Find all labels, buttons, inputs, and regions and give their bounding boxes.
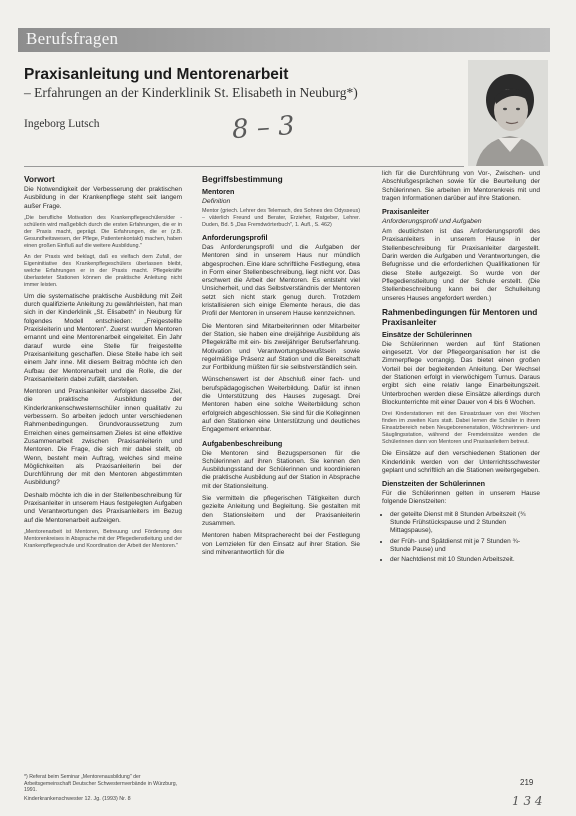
paragraph: Sie vermitteln die pflegerischen Tätigkeiten durch gezielte Anleitung und Begleitung. Sie gestalten mit den Stationsleitern und der Praxisanleiterin zusammen.: [202, 495, 360, 527]
heading-praxisanleiter: Praxisanleiter: [382, 207, 430, 217]
page-number: 219: [520, 778, 534, 787]
paragraph: Die Schülerinnen werden auf fünf Stationen eingesetzt. Vor der Pflegeorganisation her ist die Zimmerpflege vorrangig. Das bietet einen großen Vorteil bei der begleitenden Anleitung. Der Wechsel der Stationen erfolgt in vierwöchigem Turnus. Daraus ergibt sich eine relativ lange Einarbeitungszeit. Unterbrochen werden diese Einsätze allerdings durch Blockunterrichte mit einer Dauer von 4 bis 6 Wochen.: [382, 340, 540, 406]
journal-citation: Kinderkrankenschwester 12. Jg. (1993) Nr. 8: [24, 796, 131, 802]
paragraph: Am deutlichsten ist das Anforderungsprofil des Praxisanleiters in unserem Hause in der Stellenbeschreibung für Praxisanleiter dargestellt. Darin werden die Aufgaben und Verantwortungen, die Befugnisse und die erforderlichen Qualifikationen für diese Stelle aufgezeigt. So wurde von der Pflegedienstleitung und der Schule erstellt. (Die Stellenbeschreibung kann bei der Schulleitung unseres Hauses angefordert werden.): [382, 228, 540, 302]
header-divider: [24, 166, 464, 167]
paragraph: An der Praxis wird beklagt, daß es vielfach dem Zufall, der Eigeninitiative des Krankenpflegeschülers überlassen bleibt, welche Erfahrungen er in der Praxis macht. Pflegekräfte überlasteter Stationen können die praktische Anleitung nicht immer leisten.: [24, 253, 182, 288]
footnote: *) Referat beim Seminar „Mentorenausbildung" der Arbeitsgemeinschaft Deutscher Schwesternverbände in Würzburg, 1991.: [24, 774, 178, 793]
column-3: [382, 170, 540, 568]
quote-paragraph: „Mentorenarbeit ist Mentoren, Betreuung und Förderung des Mentorenkreises in Absprache mit der Pflegedienstleitung und der Krankenpflegeschule und Koordination der Arbeit der Mentoren.": [24, 528, 182, 549]
section-banner: [18, 28, 550, 52]
article-author: Ingeborg Lutsch: [24, 118, 100, 130]
heading-aufgabenbeschreibung: Aufgabenbeschreibung: [202, 438, 283, 448]
paragraph: lich für die Durchführung von Vor-, Zwischen- und Abschlußgesprächen sowie für die Beurteilung der Schülerinnen. Sie arbeiten im Mentorenkreis mit und tragen Informationen darüber auf ihre Stationen.: [382, 170, 540, 202]
portrait-image: [468, 60, 548, 166]
quote-paragraph: „Die berufliche Motivation des Krankenpflegeschülers/der -schülerin wird maßgeblich durch die ersten Erfahrungen, die er in der Praxis macht, geprägt. Die Erfahrungen, die er (z.B. Gesundheitswesen, der Pflege, Patientenkontakt) machen, haben einen großen Einfluß auf die weitere Ausbildung.": [24, 214, 182, 249]
paragraph: Für die Schülerinnen gelten in unserem Hause folgende Dienstzeiten:: [382, 490, 540, 506]
paragraph: Die Mentoren sind Mitarbeiterinnen oder Mitarbeiter der Station, sie haben eine dreijährige Ausbildung als Pflegekräfte mit ein- bis zweijähriger Berufserfahrung. Motivation und Verantwortungsbewußtsein sowie regelmäßige Präsenz auf Station und die Bereitschaft zur Fortbildung müßten für sie selbstverständlich sein.: [202, 322, 360, 372]
list-item: • der Nachtdienst mit 10 Stunden Arbeitszeit.: [390, 556, 540, 564]
heading-rahmenbedingungen: Rahmenbedingungen für Mentoren und Praxisanleiter: [382, 306, 538, 327]
author-photo: [468, 60, 548, 166]
heading-anforderungsprofil: Anforderungsprofil: [202, 233, 268, 242]
paragraph: Das Anforderungsprofil und die Aufgaben der Mentoren sind in unserem Haus nur mündlich abgesprochen. Eine klare schriftliche Festlegung, etwa in Form einer Stellenbeschreibung, liegt nicht vor. Das erschwert die Arbeit der Mentoren. Es entsteht viel Unsicherheit, und das Selbstverständnis der Mentoren setzt sich nicht stark genug durch. Trotzdem kristallisieren sich einige Elemente heraus, die das Profil der Mentoren in unserem Hause kennzeichnen.: [202, 244, 360, 318]
heading-mentoren: Mentoren: [202, 187, 235, 196]
paragraph: Die Einsätze auf den verschiedenen Stationen der Kinderklinik werden von der Unterrichtsschwester geplant und schriftlich an die Stationen weitergegeben.: [382, 450, 540, 474]
paragraph: Um die systematische praktische Ausbildung mit Zeit durch qualifizierte Anleitung zu gewährleisten, hat man sich in der Kinderklinik „St. Elisabeth" in Neuburg für folgendes Modell entschieden: „Freigestellte Praxisleiterin und Mentoren". Zuerst wurden Mentoren ernannt und eine Mentorenarbeit eingeleitet. Ein Jahr darauf wurde eine Stelle für freigestellte Praxisanleitung geschaffen. Diese Stelle habe ich seit einem Jahr inne. Mit diesem Beitrag möchte ich den Aufbau der Mentorenarbeit und die Rolle, die der Praxisanleiterin dabei zufällt, darstellen.: [24, 292, 182, 383]
section-label: Berufsfragen: [26, 29, 119, 48]
heading-vorwort: Vorwort: [24, 174, 55, 184]
article-title: Praxisanleitung und Mentorenarbeit: [24, 66, 289, 83]
paragraph: Wünschenswert ist der Abschluß einer fach- und berufspädagogischen Weiterbildung. Dafür ist ihnen die Unterstützung des Hauses zugesagt. Drei Mentoren haben eine solche Weiterbildung schon erfolgreich abgeschlossen. Sie sind für die Kolleginnen auf den Stationen eine Unterstützung und deutliches Engagement erkennbar.: [202, 376, 360, 434]
paragraph: Mentoren haben Mitspracherecht bei der Festlegung von Lernzielen für den Einsatz auf ihrer Station. Sie sind mitverantwortlich für die: [202, 532, 360, 556]
paragraph: Drei Kinderstationen mit den Einsatzdauer von drei Wochen finden im zweiten Kurs statt. Dabei lernen die Schüler in ihrem Einsatzbereich neben Neugeborenenstation, Wöchnerinnen- und Säuglingsstation, während der Fremdeinsätze wenden die Schülerinnen dann von Mentoren und Praxisanleitern betreut.: [382, 411, 540, 446]
list-item: • der Früh- und Spätdienst mit je 7 Stunden ¾-Stunde Pause) und: [390, 538, 540, 555]
dienstzeiten-list: [382, 511, 540, 565]
heading-begriffsbestimmung: Begriffsbestimmung: [202, 174, 283, 184]
column-2: [202, 170, 360, 561]
article-subtitle: – Erfahrungen an der Kinderklinik St. Elisabeth in Neuburg*): [24, 85, 358, 100]
heading-einsaetze: Einsätze der Schülerinnen: [382, 329, 472, 339]
paragraph: Deshalb möchte ich die in der Stellenbeschreibung für Praxisanleiter in unserem Haus festgelegten Aufgaben und Verantwortungen des Praxisanleiters im Bezug auf die Mentorenarbeit aufzeigen.: [24, 491, 182, 524]
definition-text: Mentor (griech. Lehrer des Telemach, des Sohnes des Odysseus) – väterlich Freund und Berater, Erzieher, Ratgeber, Lehrer. Duden, Bd. 5 „Das Fremdwörterbuch", 1. Aufl., S. 462): [202, 208, 360, 228]
column-1: [24, 170, 182, 554]
list-item: • der geteilte Dienst mit 8 Stunden Arbeitszeit (¾ Stunde Frühstückspause und 2 Stunden Mittagspause),: [390, 511, 540, 536]
paragraph: Mentoren und Praxisanleiter verfolgen dasselbe Ziel, die praktische Ausbildung der Kinderkrankenschwesternschüler innen qualitativ zu verbessern. So arbeiten jedoch unter verschiedenen Rahmenbedingungen. Grundvoraussetzung zum Erreichen eines gemeinsamen Zieles ist eine effektive Zusammenarbeit zwischen Praxisanleiterin und Mentoren. Die Frage, die sich mir dabei stellt, ob Wenn, besteht mein Auftrag, welches sind meine Möglichkeiten als Praxisanleiterin bei der Durchführung der mit den Mentoren abgestimmten Ausbildung?: [24, 388, 182, 487]
handwritten-scribble: 1 3 4: [512, 794, 543, 808]
paragraph: Die Notwendigkeit der Verbesserung der praktischen Ausbildung in der Krankenpflege steht seit langem außer Frage.: [24, 186, 182, 210]
heading-anforderungsprofil-aufgaben: Anforderungsprofil und Aufgaben: [382, 218, 482, 226]
paragraph: Die Mentoren sind Bezugspersonen für die Schülerinnen auf ihren Stationen. Sie kennen den Ausbildungsstand der Schülerinnen und koordinieren die praktische Ausbildung auf der Station in Absprache mit der Stationsleitung.: [202, 449, 360, 490]
handwritten-note: 8 – 3: [231, 110, 296, 146]
heading-dienstzeiten: Dienstzeiten der Schülerinnen: [382, 479, 486, 489]
heading-definition: Definition: [202, 198, 231, 205]
